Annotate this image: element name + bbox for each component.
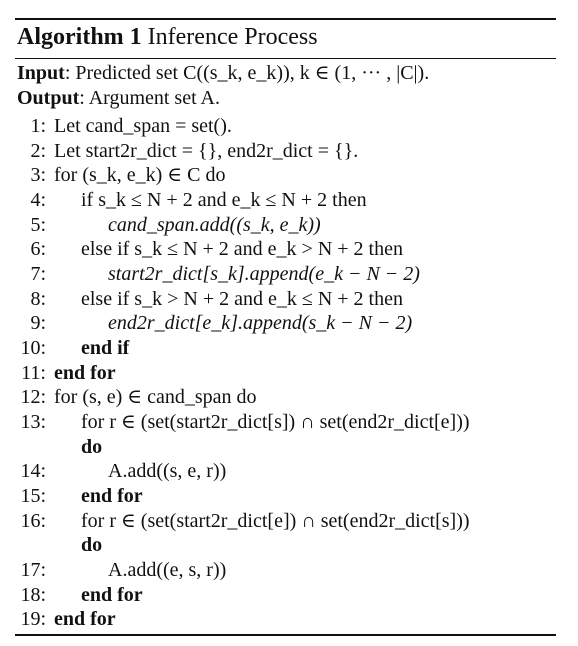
line-text: cand_span.add((s_k, e_k)): [108, 214, 321, 236]
line-text: end for: [54, 362, 116, 384]
algorithm-title: [17, 22, 318, 52]
algorithm-name: Inference Process: [147, 24, 318, 50]
line-text: end for: [54, 608, 116, 630]
line-text: Let cand_span = set().: [54, 115, 232, 137]
line-number: 19:: [20, 608, 46, 630]
line-number: 4:: [30, 189, 46, 211]
line-number: 16:: [20, 510, 46, 532]
input-label: Input: [17, 62, 65, 84]
line-text: end if: [81, 337, 130, 359]
bottom-rule: [15, 634, 556, 636]
line-number: 17:: [20, 559, 46, 581]
line-number: 15:: [20, 485, 46, 507]
line-text: do: [81, 436, 103, 458]
line-number: 7:: [30, 263, 46, 285]
line-text: for r ∈ (set(start2r_dict[e]) ∩ set(end2r_dict[s])): [81, 510, 470, 532]
mid-rule: [15, 58, 556, 59]
line-text: end for: [81, 485, 143, 507]
output-text: : Argument set A.: [79, 87, 220, 109]
line-text: if s_k ≤ N + 2 and e_k ≤ N + 2 then: [81, 189, 367, 211]
line-number: 1:: [30, 115, 46, 137]
line-number: 14:: [20, 460, 46, 482]
line-number: 8:: [30, 288, 46, 310]
line-number: 13:: [20, 411, 46, 433]
line-text: start2r_dict[s_k].append(e_k − N − 2): [108, 263, 420, 285]
line-text: end2r_dict[e_k].append(s_k − N − 2): [108, 312, 413, 334]
line-number: 12:: [20, 386, 46, 408]
line-text: for (s, e) ∈ cand_span do: [54, 386, 257, 408]
line-number: 10:: [20, 337, 46, 359]
line-number: 2:: [30, 140, 46, 162]
line-text: else if s_k > N + 2 and e_k ≤ N + 2 then: [81, 288, 403, 310]
output-label: Output: [17, 87, 80, 109]
line-text: for (s_k, e_k) ∈ C do: [54, 164, 226, 186]
line-number: 11:: [21, 362, 46, 384]
line-text: else if s_k ≤ N + 2 and e_k > N + 2 then: [81, 238, 403, 260]
line-number: 18:: [20, 584, 46, 606]
top-rule: [15, 18, 556, 20]
line-number: 3:: [30, 164, 46, 186]
line-text: for r ∈ (set(start2r_dict[s]) ∩ set(end2r_dict[e])): [81, 411, 470, 433]
line-text: Let start2r_dict = {}, end2r_dict = {}.: [54, 140, 359, 162]
line-text: A.add((e, s, r)): [108, 559, 227, 581]
line-number: 9:: [30, 312, 46, 334]
line-number: 6:: [30, 238, 46, 260]
line-text: A.add((s, e, r)): [108, 460, 227, 482]
line-text: end for: [81, 584, 143, 606]
input-text: : Predicted set C((s_k, e_k)), k ∈ (1, ··· , |C|).: [64, 62, 430, 84]
line-text: do: [81, 534, 103, 556]
line-number: 5:: [30, 214, 46, 236]
algorithm-label: Algorithm 1: [17, 24, 142, 50]
